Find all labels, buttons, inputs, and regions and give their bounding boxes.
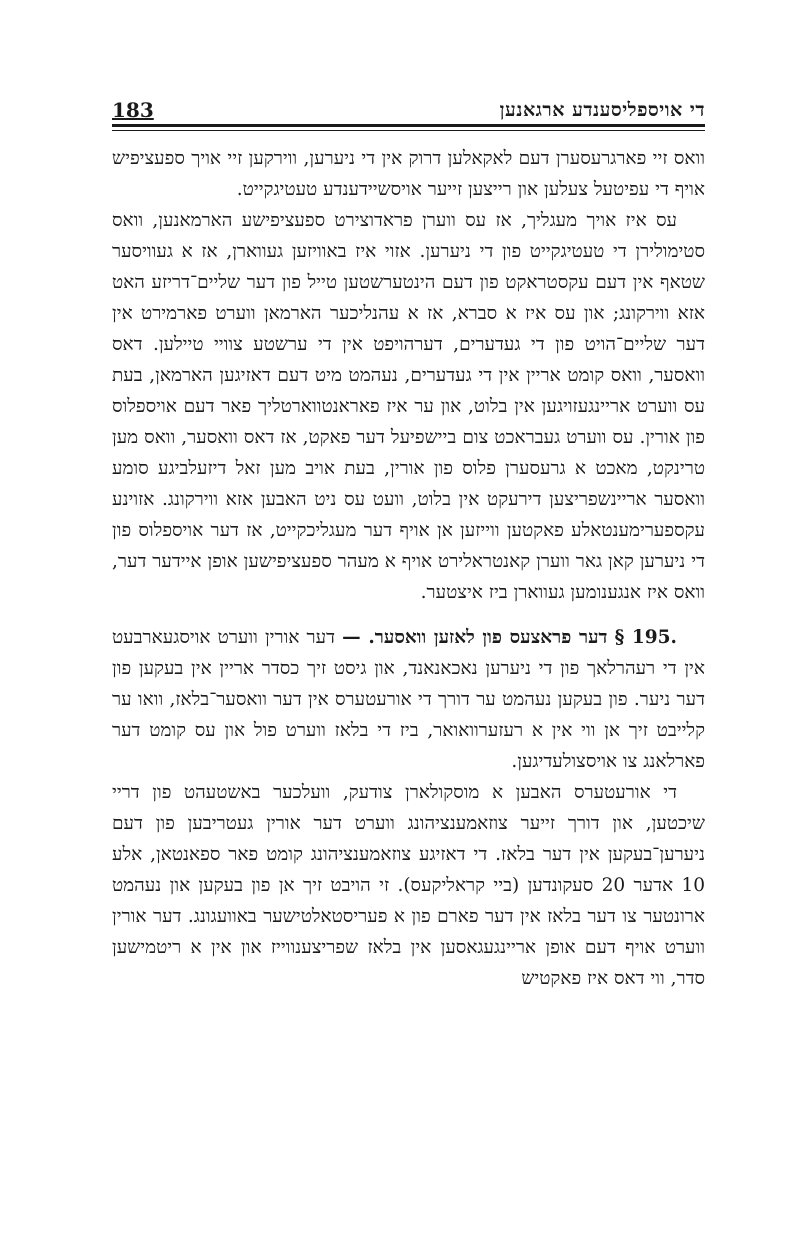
header-rule [112,130,705,131]
page-number: 183 [112,98,154,122]
section-number: § 195. [614,627,677,648]
paragraph-2: עס איז אויך מעגליך, אז עס ווערן פראדוצירט ספעציפישע הארמאנען, וואס סטימולירן די טעטיגקייט פון די ניערען. אזוי איז באוויזען געווארן, אז א געוויסער שטאף אין דעם עקסטראקט פון דעם הינטערשטען טייל פון דער שליים־דריזע האט אזא ווירקונג; און עס איז א סברא, אז א עהנליכער הארמאן ווערט פארמירט אין דער שליים־הויט פון די געדערים, דערהויפט אין די ערשטע צוויי טיילען. דאס וואסער, וואס קומט אריין אין די געדערים, נעהמט מיט דעם דאזיגען הארמאן, בעת עס ווערט אריינגעזויגען אין בלוט, און ער איז פאראנטווארטליך פאר דעם אויספלוס פון אורין. עס ווערט געבראכט צום ביישפיעל דער פאקט, אז דאס וואסער, וואס מען טרינקט, מאכט א גרעסערן פלוס פון אורין, בעת אויב מען זאל דיזעלביגע סומע וואסער אריינשפריצען דירעקט אין בלוט, וועט עס ניט האבען אזא ווירקונג. אזוינע עקספערימענטאלע פאקטען ווייזען אן אויף דער מעגליכקייט, אז דער אויספלוס פון די ניערען קאן גאר ווערן קאנטראלירט אויף א מעהר ספעציפישען אופן איידער דער, וואס איז אנגענומען געווארן ביז איצטער. [112,210,705,603]
body-text [112,143,705,994]
running-head [112,92,705,127]
section-body: דער אורין ווערט אויסגעארבעט אין די רעהרלאך פון די ניערען נאכאנאנד, און גיסט זיך כסדר אריין אין בעקען פון דער ניער. פון בעקען נעהמט ער דורך די אורעטערס אין דער וואסער־בלאז, וואו ער קלייבט זיך אן ווי אין א רעזערוואואר, ביז די בלאז ווערט פול און עס קומט דער פארלאנג צו אויסצולעדיגען. [112,627,705,772]
paragraph-1: וואס זיי פארגרעסערן דעם לאקאלען דרוק אין די ניערען, ווירקען זיי אויך ספעציפיש אויף די עפיטעל צעלען און רייצען זייער אויסשיידענדע טעטיגקייט. [112,148,705,200]
section-paragraph [112,622,705,777]
chapter-title: די אויספליסענדע ארגאנען [499,99,705,121]
paragraph-last: די אורעטערס האבען א מוסקולארן צודעק, וועלכער באשטעהט פון דריי שיכטען, און דורך זייער צוזאמענציהונג ווערט דער אורין געטריבען פון דעם ניערען־בעקען אין דער בלאז. די דאזיגע צוזאמענציהונג קומט פאר ספאנטאן, אלע 10 אדער 20 סעקונדען (ביי קראליקעס). זי הויבט זיך אן פון בעקען און נעהמט ארונטער צו דער בלאז אין דער פארם פון א פעריסטאלטישער באוועגונג. דער אורין ווערט אויף דעם אופן אריינגעגאסען אין בלאז שפריצענווייז און אין א ריטמישען סדר, ווי דאס איז פאקטיש [112,782,706,989]
section-title: דער פראצעס פון לאזען וואסער. — [342,627,608,648]
